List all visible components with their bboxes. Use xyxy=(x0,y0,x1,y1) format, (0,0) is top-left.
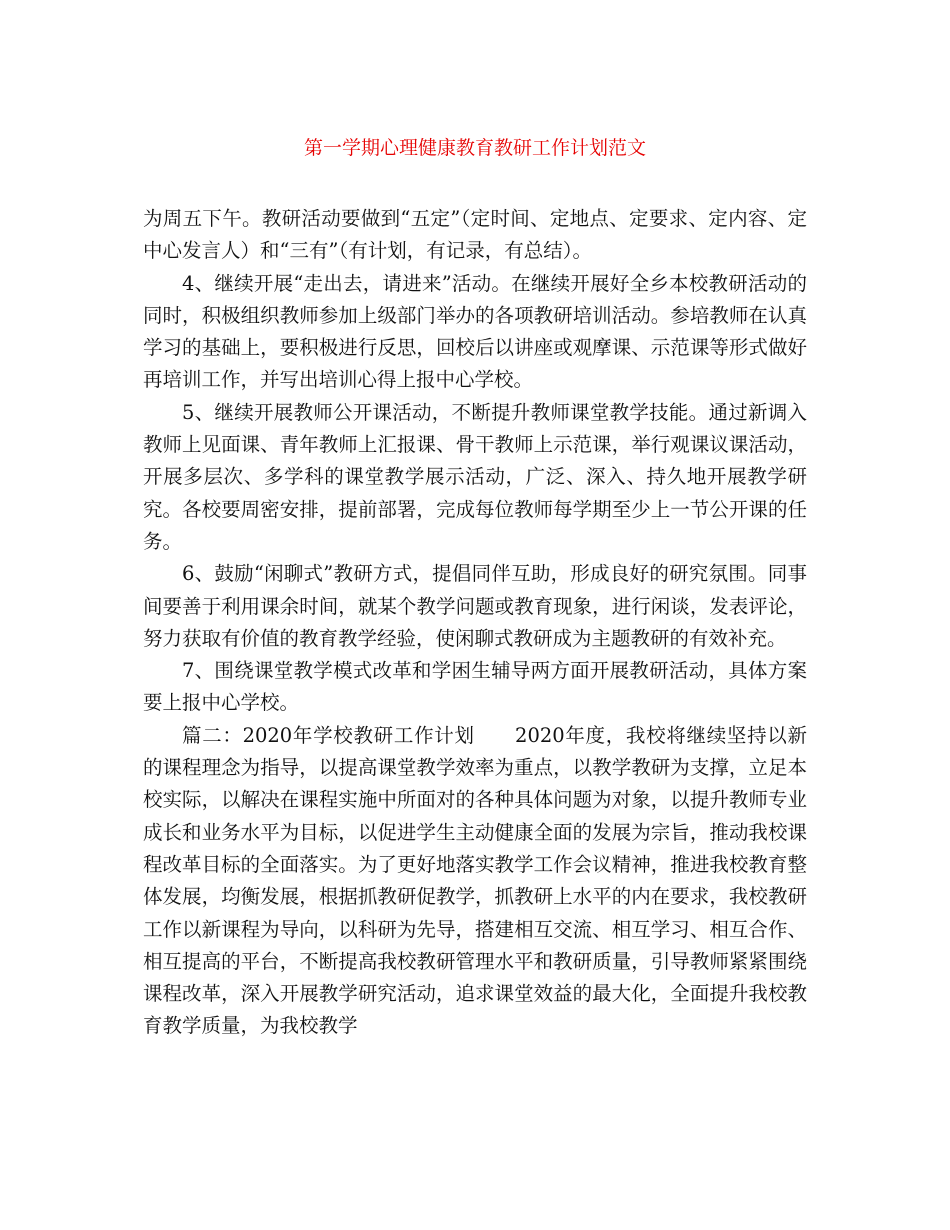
paragraph-part-two: 篇二：2020年学校教研工作计划 2020年度，我校将继续坚持以新的课程理念为指导，以提高课堂教学效率为重点，以教学教研为支撑，立足本校实际，以解决在课程实施中所面对的各种具体问题为对象，以提升教师专业成长和业务水平为目标，以促进学生主动健康全面的发展为宗旨，推动我校课程改革目标的全面落实。为了更好地落实教学工作会议精神，推进我校教育整体发展，均衡发展，根据抓教研促教学，抓教研上水平的内在要求，我校教研工作以新课程为导向，以科研为先导，搭建相互交流、相互学习、相互合作、相互提高的平台，不断提高我校教研管理水平和教研质量，引导教师紧紧围绕课程改革，深入开展教学研究活动，追求课堂效益的最大化，全面提升我校教育教学质量，为我校教学 xyxy=(143,723,807,1038)
paragraph-item-4: 4、继续开展“走出去，请进来”活动。在继续开展好全乡本校教研活动的同时，积极组织教师参加上级部门举办的各项教研培训活动。参培教师在认真学习的基础上，要积极进行反思，回校后以讲座或观摩课、示范课等形式做好再培训工作，并写出培训心得上报中心学校。 xyxy=(143,271,807,392)
paragraph-item-5: 5、继续开展教师公开课活动，不断提升教师课堂教学技能。通过新调入教师上见面课、青年教师上汇报课、骨干教师上示范课，举行观课议课活动，开展多层次、多学科的课堂教学展示活动，广泛、深入、持久地开展教学研究。各校要周密安排，提前部署，完成每位教师每学期至少上一节公开课的任务。 xyxy=(143,400,807,553)
document-title: 第一学期心理健康教育教研工作计划范文 xyxy=(303,137,646,159)
paragraph-item-6: 6、鼓励“闲聊式”教研方式，提倡同伴互助，形成良好的研究氛围。同事间要善于利用课余时间，就某个教学问题或教育现象，进行闲谈，发表评论，努力获取有价值的教育教学经验，使闲聊式教研成为主题教研的有效补充。 xyxy=(143,562,807,650)
document-body xyxy=(143,203,807,1043)
paragraph-item-7: 7、围绕课堂教学模式改革和学困生辅导两方面开展教研活动，具体方案要上报中心学校。 xyxy=(143,659,807,715)
paragraph-continuation: 为周五下午。教研活动要做到“五定”（定时间、定地点、定要求、定内容、定中心发言人）和“三有”（有计划，有记录，有总结）。 xyxy=(143,207,807,263)
